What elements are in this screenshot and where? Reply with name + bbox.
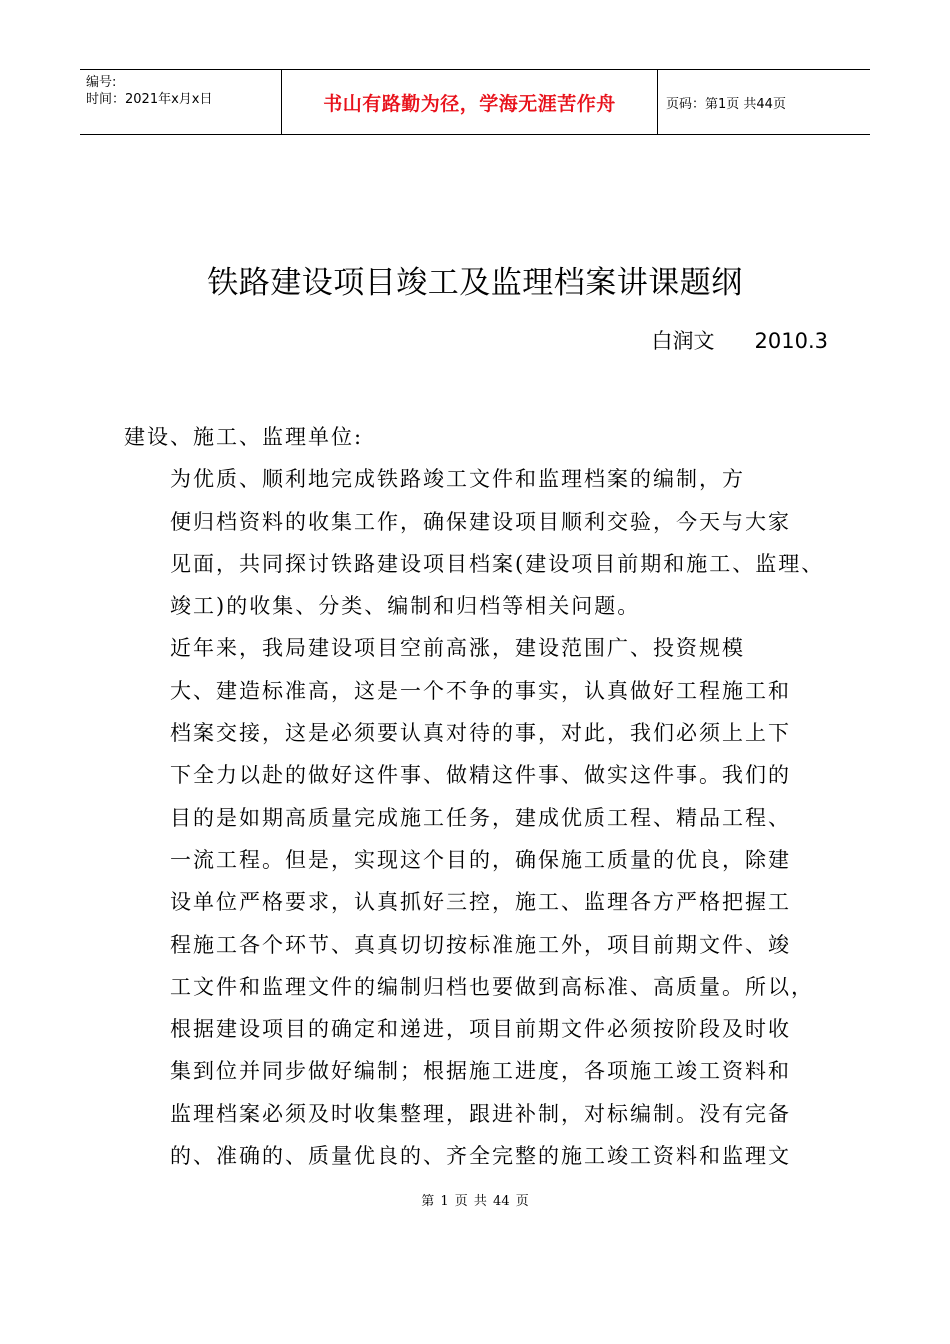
text-line: 便归档资料的收集工作，确保建设项目顺利交验，今天与大家 (170, 509, 791, 534)
text-line: 见面，共同探讨铁路建设项目档案(建设项目前期和施工、监理、 (170, 551, 825, 576)
number-label: 编号: (86, 75, 117, 90)
text-line: 档案交接，这是必须要认真对待的事，对此，我们必须上上下 (170, 721, 791, 746)
text-line: 的、准确的、质量优良的、齐全完整的施工竣工资料和监理文 (170, 1144, 791, 1169)
header-page-cell (658, 70, 870, 134)
paragraph-2 (124, 627, 844, 1177)
text-line: 程施工各个环节、真真切切按标准施工外，项目前期文件、竣 (170, 932, 791, 957)
document-body (124, 416, 844, 1177)
text-line: 目的是如期高质量完成施工任务，建成优质工程、精品工程、 (170, 805, 791, 830)
salutation: 建设、施工、监理单位: (124, 425, 364, 449)
text-line: 集到位并同步做好编制；根据施工进度，各项施工竣工资料和 (170, 1059, 791, 1084)
header-meta-cell (80, 70, 282, 134)
text-line: 根据建设项目的确定和递进，项目前期文件必须按阶段及时收 (170, 1017, 791, 1042)
text-line: 竣工)的收集、分类、编制和归档等相关问题。 (170, 594, 641, 619)
header-motto-cell (282, 70, 658, 134)
time-label: 时间：2021年x月x日 (86, 92, 213, 107)
text-line: 工文件和监理文件的编制归档也要做到高标准、高质量。所以， (170, 974, 814, 999)
author-date: 白润文 2010.3 (651, 329, 828, 353)
motto-text: 书山有路勤为径，学海无涯苦作舟 (323, 92, 616, 115)
text-line: 下全力以赴的做好这件事、做精这件事、做实这件事。我们的 (170, 763, 791, 788)
page-label: 页码：第1页 共44页 (666, 96, 786, 112)
paragraph-1 (124, 458, 844, 627)
header-table (80, 69, 870, 135)
text-line: 监理档案必须及时收集整理，跟进补制，对标编制。没有完备 (170, 1101, 791, 1126)
page-footer: 第 1 页 共 44 页 (421, 1194, 529, 1209)
text-line: 一流工程。但是，实现这个目的，确保施工质量的优良，除建 (170, 847, 791, 872)
text-line: 近年来，我局建设项目空前高涨，建设范围广、投资规模 (170, 636, 745, 661)
text-line: 为优质、顺利地完成铁路竣工文件和监理档案的编制，方 (170, 467, 745, 492)
document-title: 铁路建设项目竣工及监理档案讲课题纲 (207, 265, 743, 301)
text-line: 大、建造标准高，这是一个不争的事实，认真做好工程施工和 (170, 678, 791, 703)
text-line: 设单位严格要求，认真抓好三控，施工、监理各方严格把握工 (170, 890, 791, 915)
